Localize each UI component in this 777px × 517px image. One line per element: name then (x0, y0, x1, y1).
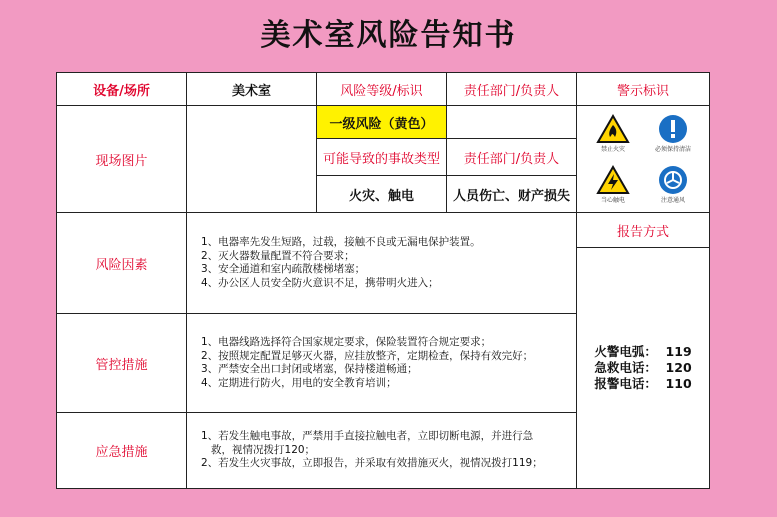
emergency-label: 应急措施 (56, 412, 187, 489)
emergency-item: 救，视情况拨打120； (201, 443, 316, 456)
risk-board (56, 72, 710, 489)
control-item: 2、按照规定配置足够灭火器，应挂放整齐，定期检查，保持有效完好； (201, 349, 534, 362)
fire-warning-caption: 禁止火灾 (600, 146, 625, 153)
dept-label-2: 责任部门/负责人 (446, 138, 577, 176)
controls-label: 管控措施 (56, 313, 187, 413)
mandatory-info-caption: 必须保持清洁 (654, 146, 691, 153)
device-value: 美术室 (186, 72, 317, 106)
risk-factor-item: 3、安全通道和室内疏散楼梯堵塞； (201, 263, 366, 275)
ventilation-caption: 注意通风 (660, 197, 685, 204)
fire-warning-sign (589, 114, 637, 153)
device-label: 设备/场所 (56, 72, 187, 106)
control-item: 3、严禁安全出口封闭或堵塞，保持楼道畅通； (201, 363, 418, 375)
accident-type-label: 可能导致的事故类型 (316, 138, 447, 176)
warning-signs (576, 105, 710, 213)
emergency-list (186, 412, 577, 489)
dept-label: 责任部门/负责人 (446, 72, 577, 106)
electric-shock-caption: 当心触电 (600, 197, 625, 204)
electric-shock-sign (589, 165, 637, 204)
fire-phone: 火警电弧： 119 (594, 344, 692, 359)
warning-label: 警示标识 (576, 72, 710, 106)
photo-label: 现场图片 (56, 105, 187, 213)
report-label: 报告方式 (576, 212, 710, 248)
ambulance-phone: 急救电话： 120 (594, 360, 692, 375)
police-phone: 报警电话： 110 (594, 376, 692, 391)
mandatory-info-sign (649, 114, 697, 153)
report-phone-list (576, 247, 710, 489)
risk-factor-item: 2、灭火器数量配置不符合要求； (201, 249, 355, 262)
emergency-item: 1、若发生触电事故，严禁用手直接拉触电者，立即切断电源，并进行急 (201, 430, 534, 443)
control-item: 1、电器线路选择符合国家规定要求，保险装置符合规定要求； (201, 336, 492, 348)
consequence-value: 人员伤亡、财产损失 (446, 175, 577, 213)
mandatory-info-icon (658, 114, 688, 144)
ventilation-sign (649, 165, 697, 204)
photo-area (186, 105, 317, 213)
risk-level-value: 一级风险（黄色） (316, 105, 447, 139)
risk-factors-label: 风险因素 (56, 212, 187, 314)
electric-shock-icon (596, 165, 630, 195)
dept-value-empty (446, 105, 577, 139)
risk-factor-item: 4、办公区人员安全防火意识不足，携带明火进入； (201, 276, 439, 289)
risk-level-label: 风险等级/标识 (316, 72, 447, 106)
controls-list (186, 313, 577, 413)
risk-factor-item: 1、电器率先发生短路，过载，接触不良或无漏电保护装置。 (201, 236, 481, 248)
ventilation-icon (658, 165, 688, 195)
title-strip (0, 0, 777, 64)
control-item: 4、定期进行防火，用电的安全教育培训； (201, 376, 397, 389)
fire-warning-icon (596, 114, 630, 144)
page-title: 美术室风险告知书 (260, 18, 517, 53)
risk-factors-list (186, 212, 577, 314)
emergency-item: 2、若发生火灾事故，立即报告，并采取有效措施灭火，视情况拨打119； (201, 457, 543, 470)
accident-type-value: 火灾、触电 (316, 175, 447, 213)
